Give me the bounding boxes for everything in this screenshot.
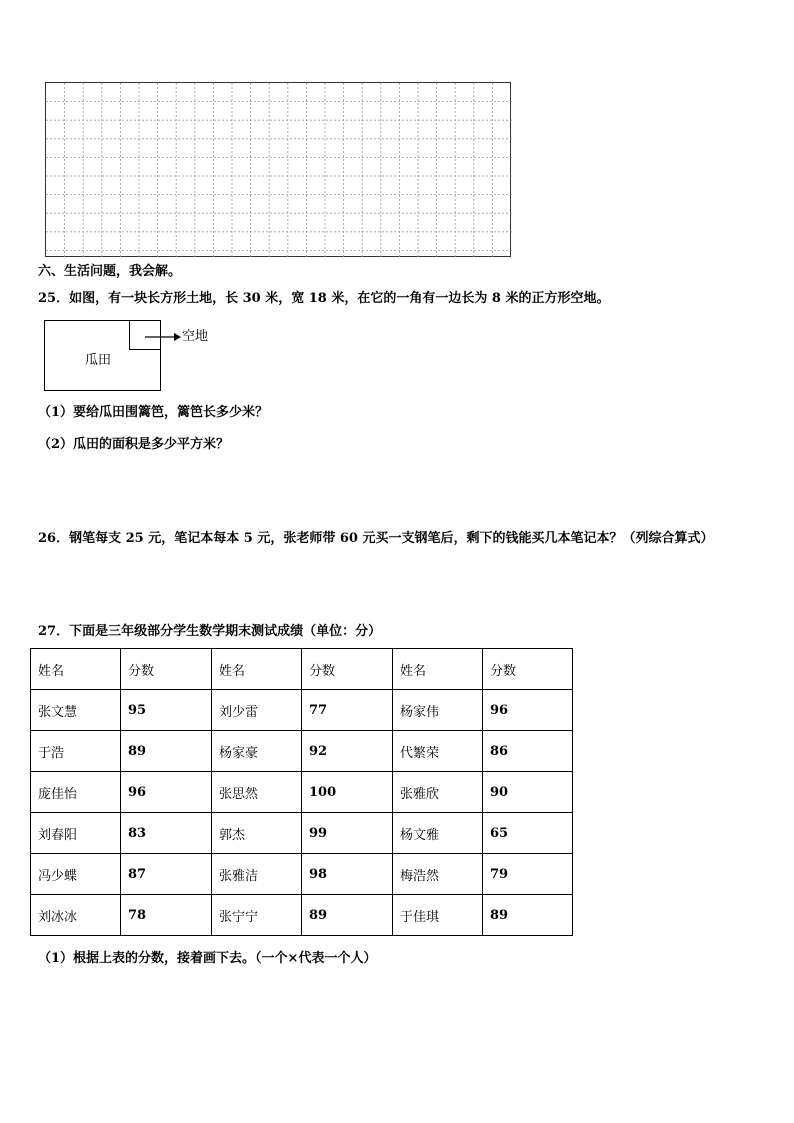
score-cell: 87 bbox=[121, 854, 212, 895]
arrow-icon bbox=[145, 329, 181, 345]
table-row bbox=[31, 690, 573, 731]
name-cell: 代繁荣 bbox=[393, 731, 483, 772]
score-cell: 65 bbox=[483, 813, 573, 854]
score-cell: 78 bbox=[121, 895, 212, 936]
name-cell: 梅浩然 bbox=[393, 854, 483, 895]
table-row bbox=[31, 895, 573, 936]
name-cell: 郭杰 bbox=[212, 813, 302, 854]
name-cell: 张宁宁 bbox=[212, 895, 302, 936]
name-cell: 张思然 bbox=[212, 772, 302, 813]
name-cell: 杨家伟 bbox=[393, 690, 483, 731]
table-row bbox=[31, 731, 573, 772]
name-cell: 于佳琪 bbox=[393, 895, 483, 936]
score-cell: 77 bbox=[302, 690, 393, 731]
header-cell: 姓名 bbox=[393, 649, 483, 690]
score-cell: 100 bbox=[302, 772, 393, 813]
table-row bbox=[31, 813, 573, 854]
header-cell: 分数 bbox=[483, 649, 573, 690]
score-cell: 89 bbox=[483, 895, 573, 936]
score-cell: 95 bbox=[121, 690, 212, 731]
name-cell: 刘冰冰 bbox=[31, 895, 121, 936]
score-cell: 79 bbox=[483, 854, 573, 895]
grid-lines bbox=[46, 83, 512, 258]
scores-table-body bbox=[31, 649, 573, 936]
score-cell: 92 bbox=[302, 731, 393, 772]
name-cell: 冯少蝶 bbox=[31, 854, 121, 895]
name-cell: 于浩 bbox=[31, 731, 121, 772]
table-header-row bbox=[31, 649, 573, 690]
name-cell: 杨家豪 bbox=[212, 731, 302, 772]
header-cell: 姓名 bbox=[212, 649, 302, 690]
name-cell: 刘少雷 bbox=[212, 690, 302, 731]
score-cell: 98 bbox=[302, 854, 393, 895]
field-diagram bbox=[44, 320, 161, 391]
name-cell: 刘春阳 bbox=[31, 813, 121, 854]
table-row bbox=[31, 772, 573, 813]
q26-prompt: 26．钢笔每支 25 元，笔记本每本 5 元，张老师带 60 元买一支钢笔后，剩下的钱能买几本笔记本？（列综合算式） bbox=[38, 531, 714, 546]
score-cell: 86 bbox=[483, 731, 573, 772]
name-cell: 张雅欣 bbox=[393, 772, 483, 813]
section-heading: 六、生活问题，我会解。 bbox=[38, 264, 182, 279]
q25-sub2: （2）瓜田的面积是多少平方米？ bbox=[38, 437, 230, 452]
field-label: 瓜田 bbox=[85, 353, 112, 368]
score-cell: 90 bbox=[483, 772, 573, 813]
empty-lot-label: 空地 bbox=[182, 329, 209, 344]
q27-prompt: 27．下面是三年级部分学生数学期末测试成绩（单位：分） bbox=[38, 624, 382, 639]
name-cell: 杨文雅 bbox=[393, 813, 483, 854]
name-cell: 张文慧 bbox=[31, 690, 121, 731]
score-cell: 96 bbox=[483, 690, 573, 731]
score-cell: 89 bbox=[121, 731, 212, 772]
header-cell: 分数 bbox=[121, 649, 212, 690]
score-cell: 96 bbox=[121, 772, 212, 813]
header-cell: 姓名 bbox=[31, 649, 121, 690]
table-row bbox=[31, 854, 573, 895]
name-cell: 张雅洁 bbox=[212, 854, 302, 895]
q25-prompt: 25．如图，有一块长方形土地，长 30 米，宽 18 米，在它的一角有一边长为 8 米的正方形空地。 bbox=[38, 291, 610, 306]
score-cell: 89 bbox=[302, 895, 393, 936]
q25-sub1: （1）要给瓜田围篱笆，篱笆长多少米？ bbox=[38, 405, 269, 420]
score-cell: 83 bbox=[121, 813, 212, 854]
q27-sub1: （1）根据上表的分数，接着画下去。（一个×代表一个人） bbox=[38, 951, 377, 966]
scores-table bbox=[30, 648, 573, 936]
header-cell: 分数 bbox=[302, 649, 393, 690]
name-cell: 庞佳怡 bbox=[31, 772, 121, 813]
grid-drawing-area[interactable] bbox=[45, 82, 511, 257]
score-cell: 99 bbox=[302, 813, 393, 854]
